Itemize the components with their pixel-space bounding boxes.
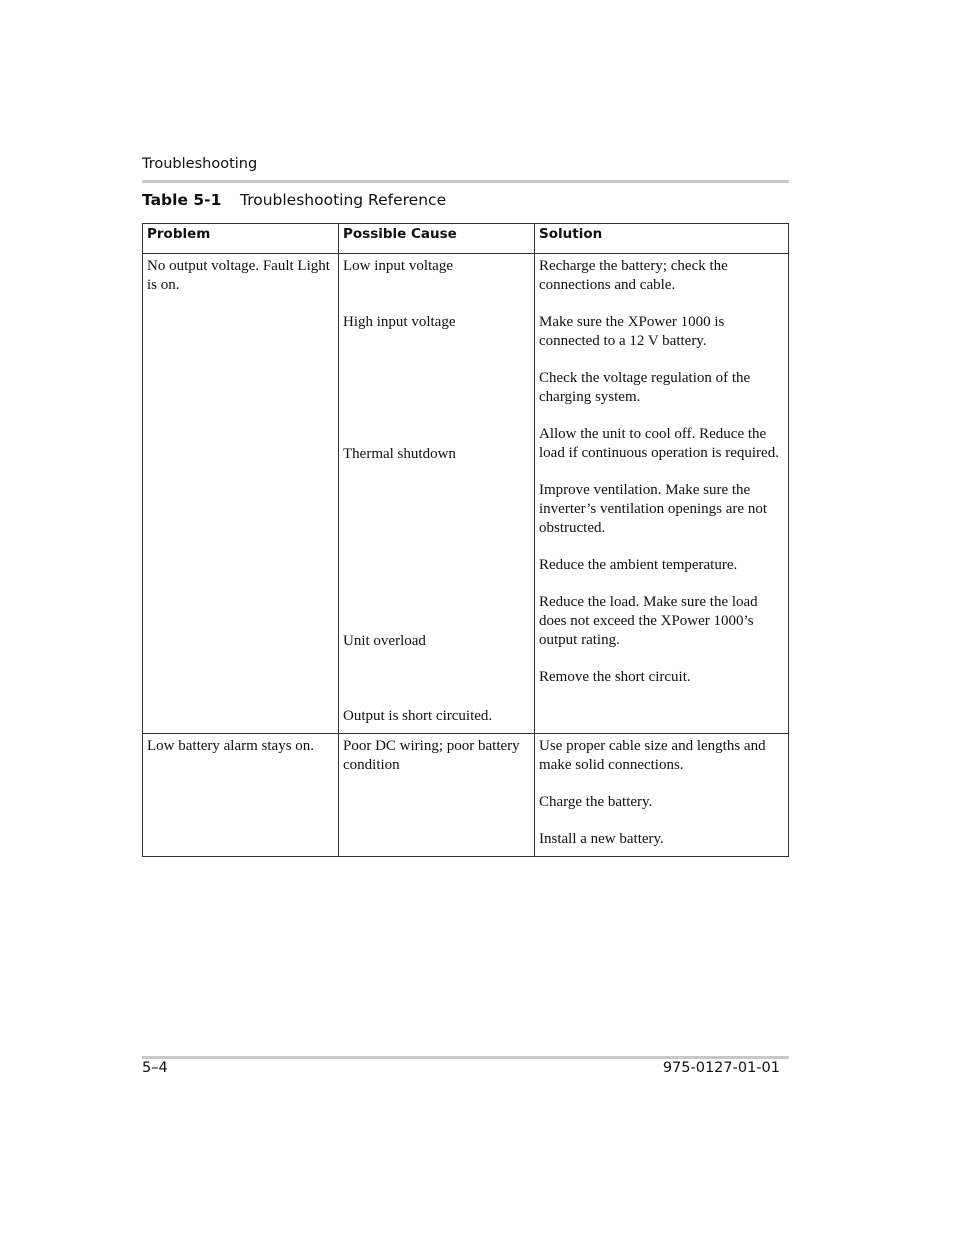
table-row <box>143 254 789 734</box>
table-caption <box>142 191 446 209</box>
footer-rule <box>142 1056 789 1059</box>
table-row <box>143 734 789 857</box>
table-header-row <box>143 224 789 254</box>
solution-text: Remove the short circuit. <box>539 669 691 685</box>
cause-text: Output is short circuited. <box>343 708 493 724</box>
cause-text: Thermal shutdown <box>343 446 456 462</box>
problem-cell <box>143 734 339 857</box>
problem-cell <box>143 254 339 734</box>
running-header: Troubleshooting <box>142 156 258 172</box>
column-header-problem: Problem <box>143 224 339 254</box>
column-header-solution: Solution <box>535 224 789 254</box>
solution-text: Reduce the load. Make sure the load does not exceed the XPower 1000’s output rating. <box>539 594 758 648</box>
solution-text: Recharge the battery; check the connections and cable. <box>539 258 728 293</box>
troubleshooting-table <box>142 223 789 857</box>
table-title: Troubleshooting Reference <box>240 191 447 209</box>
solution-text: Make sure the XPower 1000 is connected to a 12 V battery. <box>539 314 725 349</box>
solution-text: Check the voltage regulation of the charging system. <box>539 370 751 405</box>
solution-cell <box>535 734 789 857</box>
solution-text: Charge the battery. <box>539 794 653 810</box>
cause-text: Poor DC wiring; poor battery condition <box>343 738 520 773</box>
cause-text: Unit overload <box>343 633 426 649</box>
solution-text: Use proper cable size and lengths and make solid connections. <box>539 738 766 773</box>
column-header-possible-cause: Possible Cause <box>339 224 535 254</box>
problem-text: Low battery alarm stays on. <box>147 738 315 754</box>
cause-cell <box>339 734 535 857</box>
solution-text: Reduce the ambient temperature. <box>539 557 738 573</box>
table-number: Table 5-1 <box>142 191 222 209</box>
solution-text: Improve ventilation. Make sure the inverter’s ventilation openings are not obstructed. <box>539 482 767 536</box>
page-number: 5–4 <box>142 1060 168 1076</box>
cause-text: High input voltage <box>343 314 456 330</box>
solution-text: Allow the unit to cool off. Reduce the load if continuous operation is required. <box>539 426 779 461</box>
cause-cell <box>339 254 535 734</box>
problem-text: No output voltage. Fault Light is on. <box>147 258 330 293</box>
header-rule <box>142 180 789 183</box>
cause-text: Low input voltage <box>343 258 453 274</box>
document-number: 975-0127-01-01 <box>662 1060 780 1076</box>
solution-cell <box>535 254 789 734</box>
solution-text: Install a new battery. <box>539 831 664 847</box>
